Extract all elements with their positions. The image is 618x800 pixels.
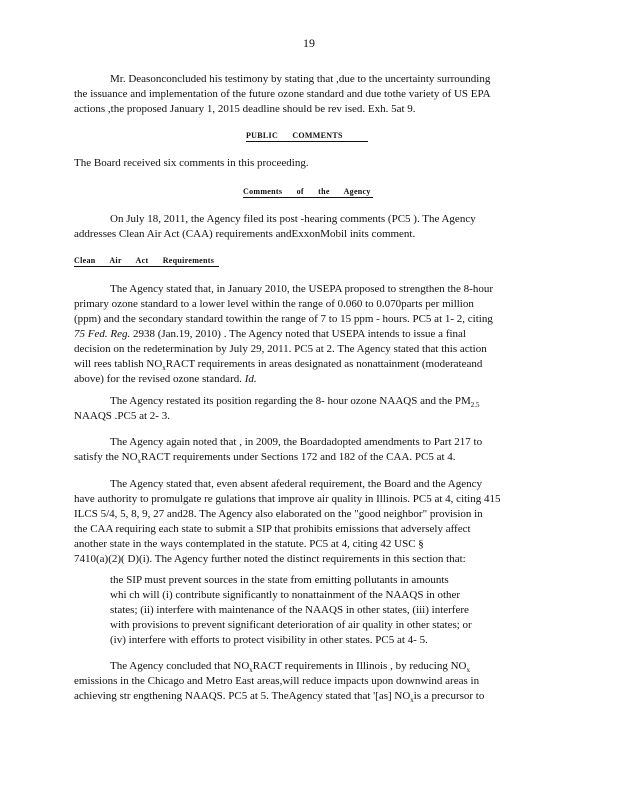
text-line (74, 372, 519, 387)
text-fragment: RACT requirements under Sections 172 and 182 of the CAA. PC5 at 4. (141, 451, 456, 463)
text-fragment: achieving str engthening NAAQS. PC5 at 5. TheAgency stated that '[as] NO (74, 690, 411, 702)
text-fragment: is a precursor to (413, 690, 485, 702)
text-line (74, 327, 519, 342)
paragraph-part-217 (74, 435, 519, 465)
text-line: emissions in the Chicago and Metro East areas,will reduce impacts upon downwind areas in (74, 675, 480, 687)
text-line: 7410(a)(2)( D)(i). The Agency further noted the distinct requirements in this section that: (74, 553, 466, 565)
text-line: The Agency stated that, in January 2010, the USEPA proposed to strengthen the 8-hour (110, 283, 494, 295)
text-fragment: 2938 (Jan.19, 2010) . The Agency noted that USEPA intends to issue a final (130, 328, 466, 340)
paragraph-deason-testimony (74, 72, 519, 117)
quote-line: states; (ii) interfere with maintenance of the NAAQS in other states, (iii) interfere (110, 604, 469, 616)
subscript-x: x (137, 457, 142, 466)
text-fragment: The Agency restated its position regarding the 8- hour ozone NAAQS and the PM (110, 395, 471, 407)
text-line: ILCS 5/4, 5, 8, 9, 27 and28. The Agency also elaborated on the "good neighbor" provision in (74, 508, 483, 520)
paragraph-board-received (74, 156, 519, 171)
text-line: (ppm) and the secondary standard towithin the range of 7 to 15 ppm - hours. PC5 at 1- 2, citing (74, 313, 493, 325)
text-line: The Agency again noted that , in 2009, the Boardadopted amendments to Part 217 to (110, 436, 483, 448)
block-quote-sip (110, 573, 520, 648)
text-line: primary ozone standard to a lower level within the range of 0.060 to 0.070parts per million (74, 298, 474, 310)
text-line: actions ,the proposed January 1, 2015 deadline should be rev ised. Exh. 5at 9. (74, 103, 416, 115)
quote-line: the SIP must prevent sources in the state from emitting pollutants in amounts (110, 574, 449, 586)
paragraph-nox-reductions (74, 659, 519, 704)
text-fragment: satisfy the NO (74, 451, 138, 463)
heading-comments-of-agency: Comments of the Agency (243, 187, 373, 198)
heading-clean-air-act: Clean Air Act Requirements (74, 256, 219, 267)
quote-line: (iv) interfere with efforts to protect visibility in other states. PC5 at 4- 5. (110, 634, 428, 646)
text-line (74, 450, 519, 465)
page-number: 19 (303, 36, 315, 50)
text-line: On July 18, 2011, the Agency filed its post -hearing comments (PC5 ). The Agency (110, 213, 476, 225)
text-fragment: The Agency concluded that NO (110, 660, 250, 672)
quote-line: whi ch will (i) contribute significantly to nonattainment of the NAAQS in other (110, 589, 461, 601)
text-line: have authority to promulgate re gulations that improve air quality in Illinois. PC5 at 4, citing 415 (74, 493, 501, 505)
subscript-x: x (249, 666, 253, 675)
text-line: addresses Clean Air Act (CAA) requirements andExxonMobil inits comment. (74, 228, 416, 240)
citation-fed-reg: 75 Fed. Reg. (74, 328, 131, 340)
text-fragment: RACT requirements in areas designated as nonattainment (moderateand (165, 358, 483, 370)
text-line: Mr. Deasonconcluded his testimony by stating that ,due to the uncertainty surrounding (110, 73, 491, 85)
text-line: decision on the redetermination by July 29, 2011. PC5 at 2. The Agency stated that this action (74, 343, 487, 355)
subscript-x: x (410, 696, 414, 705)
text-fragment: RACT requirements in Illinois , by reducing NO (252, 660, 467, 672)
quote-line: with provisions to prevent significant deterioration of air quality in other states; or (110, 619, 472, 631)
text-line (74, 357, 519, 372)
subscript-2-5: 2.5 (470, 401, 480, 410)
text-line: the issuance and implementation of the future ozone standard and due tothe variety of US EPA (74, 88, 491, 100)
text-line: the CAA requiring each state to submit a SIP that prohibits emissions that adversely affect (74, 523, 471, 535)
text-line: NAAQS .PC5 at 2- 3. (74, 410, 170, 422)
paragraph-post-hearing (74, 212, 519, 242)
text-fragment: above) for the revised ozone standard. (74, 373, 242, 385)
text-line: The Agency stated that, even absent afederal requirement, the Board and the Agency (110, 478, 483, 490)
subscript-x: x (162, 364, 166, 373)
text-line: The Board received six comments in this proceeding. (74, 157, 309, 169)
text-line (74, 689, 519, 704)
paragraph-pm-naaqs (74, 394, 519, 424)
text-line (74, 394, 519, 409)
text-line: another state in the ways contemplated in the statute. PC5 at 4, citing 42 USC § (74, 538, 424, 550)
paragraph-good-neighbor (74, 477, 519, 567)
paragraph-usepa-proposal (74, 282, 519, 387)
text-fragment: will rees tablish NO (74, 358, 163, 370)
heading-public-comments: PUBLIC COMMENTS (246, 131, 368, 142)
citation-id: Id. (244, 373, 257, 385)
subscript-x: x (466, 666, 470, 675)
text-line (74, 659, 519, 674)
